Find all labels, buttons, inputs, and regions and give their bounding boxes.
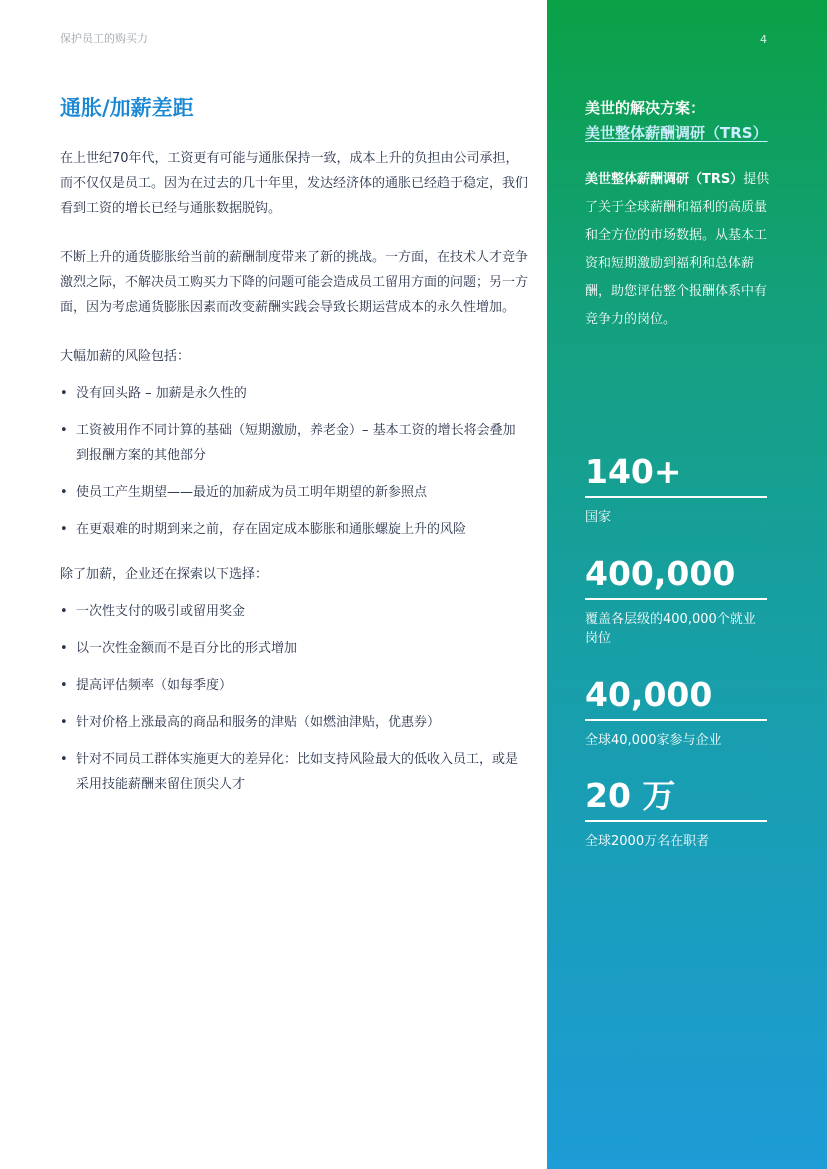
options-intro: 除了加薪，企业还在探索以下选择： (60, 567, 269, 582)
stat-value: 40,000 (585, 675, 767, 721)
list-item: • 以一次性金额而不是百分比的形式增加 (60, 636, 528, 661)
stat-label: 覆盖各层级的400,000个就业岗位 (585, 612, 756, 646)
bullet-icon: • (60, 641, 68, 656)
stat-countries (585, 452, 767, 527)
stat-value: 400,000 (585, 554, 767, 600)
trs-description-bold: 美世整体薪酬调研（TRS） (585, 172, 744, 187)
paragraph-1: 在上世纪70年代，工资更有可能与通胀保持一致，成本上升的负担由公司承担，而不仅仅是员工。因为在过去的几十年里，发达经济体的通胀已经趋于稳定，我们看到工资的增长已经与通胀数据脱钩。 (60, 151, 529, 216)
stat-companies (585, 675, 767, 750)
list-item: • 没有回头路 – 加薪是永久性的 (60, 381, 528, 406)
stat-label: 全球40,000家参与企业 (585, 733, 722, 748)
main-content (60, 94, 528, 817)
section-title: 通胀/加薪差距 (60, 96, 194, 120)
bullet-icon: • (60, 386, 68, 401)
stat-label: 全球2000万名在职者 (585, 834, 710, 849)
bullet-icon: • (60, 423, 68, 438)
paragraph-2: 不断上升的通货膨胀给当前的薪酬制度带来了新的挑战。一方面，在技术人才竞争激烈之际，不解决员工购买力下降的问题可能会造成员工留用方面的问题；另一方面，因为考虑通货膨胀因素而改变薪酬实践会导致长期运营成本的永久性增加。 (60, 250, 529, 315)
options-list (60, 599, 528, 797)
list-item: • 一次性支付的吸引或留用奖金 (60, 599, 528, 624)
bullet-icon: • (60, 678, 68, 693)
page-number: 4 (760, 33, 767, 46)
list-item: • 在更艰难的时期到来之前，存在固定成本膨胀和通胀螺旋上升的风险 (60, 517, 528, 542)
bullet-icon: • (60, 485, 68, 500)
stat-label: 国家 (585, 510, 612, 525)
stat-employees (585, 776, 767, 851)
bullet-icon: • (60, 715, 68, 730)
list-item: • 针对价格上涨最高的商品和服务的津贴（如燃油津贴，优惠券） (60, 710, 528, 735)
stat-value: 140+ (585, 452, 767, 498)
solution-heading: 美世的解决方案： (585, 99, 706, 117)
list-item: • 提高评估频率（如每季度） (60, 673, 528, 698)
document-header-title: 保护员工的购买力 (60, 32, 148, 45)
trs-description (585, 166, 775, 334)
trs-description-text: 提供了关于全球薪酬和福利的高质量和全方位的市场数据。从基本工资和短期激励到福利和总体薪酬，助您评估整个报酬体系中有竞争力的岗位。 (585, 172, 770, 327)
list-item: • 针对不同员工群体实施更大的差异化：比如支持风险最大的低收入员工，或是采用技能薪酬来留住顶尖人才 (60, 747, 528, 797)
risks-list (60, 381, 528, 542)
stat-value: 20 万 (585, 776, 767, 822)
bullet-icon: • (60, 522, 68, 537)
sidebar-panel (547, 0, 827, 1169)
stat-positions (585, 554, 767, 648)
bullet-icon: • (60, 752, 68, 767)
trs-survey-link[interactable]: 美世整体薪酬调研（TRS） (585, 124, 768, 142)
list-item: • 使员工产生期望——最近的加薪成为员工明年期望的新参照点 (60, 480, 528, 505)
risks-intro: 大幅加薪的风险包括： (60, 349, 191, 364)
list-item: • 工资被用作不同计算的基础（短期激励，养老金）– 基本工资的增长将会叠加到报酬方案的其他部分 (60, 418, 528, 468)
bullet-icon: • (60, 604, 68, 619)
